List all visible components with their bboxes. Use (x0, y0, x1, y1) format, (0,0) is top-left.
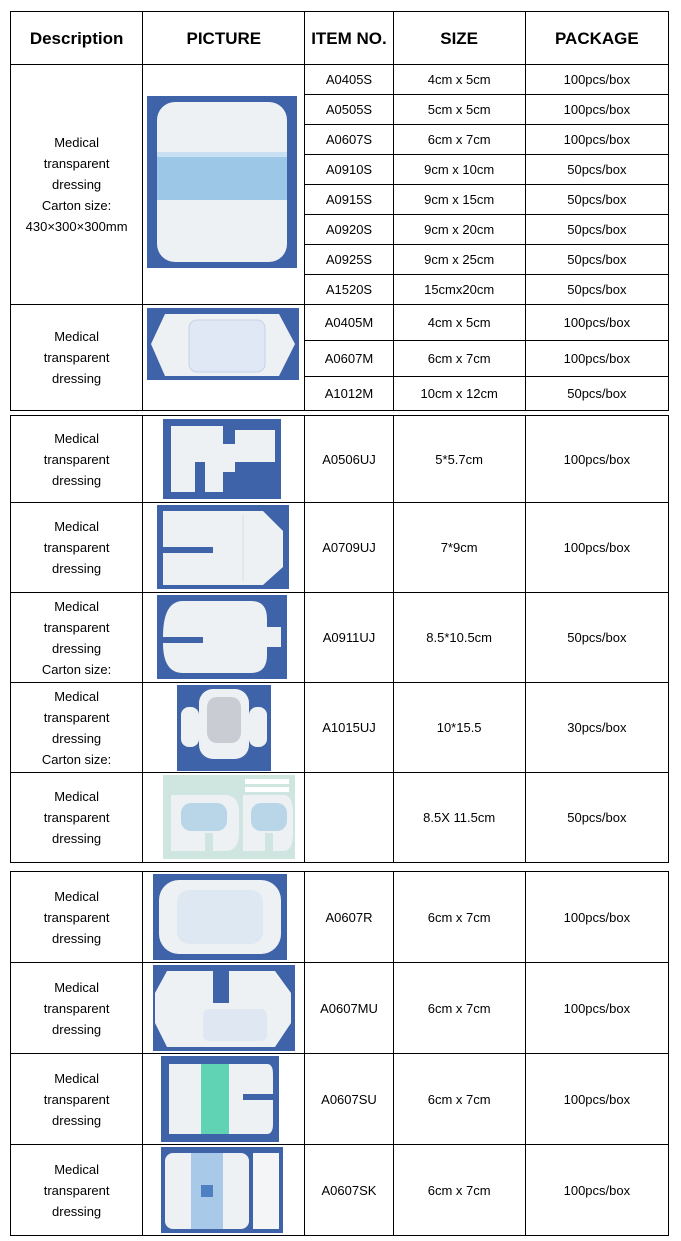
package-cell: 50pcs/box (525, 215, 668, 245)
item-no-cell: A1015UJ (305, 683, 393, 773)
table-row (11, 773, 669, 863)
table-row (11, 963, 669, 1054)
package-cell: 100pcs/box (525, 65, 668, 95)
product-table-1 (10, 11, 669, 411)
product-picture-cell (143, 65, 305, 305)
item-no-cell (305, 773, 393, 863)
item-no-cell: A0405S (305, 65, 393, 95)
item-no-cell: A0607SK (305, 1145, 393, 1236)
size-cell: 6cm x 7cm (393, 1054, 525, 1145)
description-cell: Medical transparent dressing Carton size: 430×300×300mm (11, 65, 143, 305)
item-no-cell: A0505S (305, 95, 393, 125)
description-cell: Medical transparent dressing (11, 503, 143, 593)
product-picture-cell (143, 593, 305, 683)
product-table-2 (10, 415, 669, 863)
item-no-cell: A1012M (305, 377, 393, 411)
product-picture-cell (143, 683, 305, 773)
product-picture-cell (143, 872, 305, 963)
description-cell: Medical transparent dressing (11, 773, 143, 863)
header-description: Description (11, 12, 143, 65)
size-cell: 9cm x 15cm (393, 185, 525, 215)
size-cell: 10*15.5 (393, 683, 525, 773)
size-cell: 5cm x 5cm (393, 95, 525, 125)
table-row (11, 305, 669, 341)
package-cell: 50pcs/box (525, 377, 668, 411)
dressing-u-slit-small-image (143, 416, 305, 502)
table-row (11, 593, 669, 683)
product-table-3 (10, 871, 669, 1236)
header-row (11, 12, 669, 65)
item-no-cell: A0506UJ (305, 416, 393, 503)
item-no-cell: A0925S (305, 245, 393, 275)
package-cell: 100pcs/box (525, 963, 668, 1054)
description-cell: Medical transparent dressing (11, 963, 143, 1054)
header-package: PACKAGE (525, 12, 668, 65)
package-cell: 100pcs/box (525, 125, 668, 155)
package-cell: 100pcs/box (525, 872, 668, 963)
package-cell: 100pcs/box (525, 1145, 668, 1236)
size-cell: 4cm x 5cm (393, 65, 525, 95)
package-cell: 100pcs/box (525, 503, 668, 593)
size-cell: 6cm x 7cm (393, 963, 525, 1054)
item-no-cell: A0607SU (305, 1054, 393, 1145)
description-cell: Medical transparent dressing (11, 872, 143, 963)
item-no-cell: A0607M (305, 341, 393, 377)
table-row (11, 416, 669, 503)
size-cell: 4cm x 5cm (393, 305, 525, 341)
item-no-cell: A0920S (305, 215, 393, 245)
item-no-cell: A0915S (305, 185, 393, 215)
size-cell: 7*9cm (393, 503, 525, 593)
description-cell: Medical transparent dressing (11, 1054, 143, 1145)
package-cell: 50pcs/box (525, 155, 668, 185)
description-cell: Medical transparent dressing (11, 416, 143, 503)
product-picture-cell (143, 416, 305, 503)
package-cell: 30pcs/box (525, 683, 668, 773)
header-item-no: ITEM NO. (305, 12, 393, 65)
size-cell: 8.5X 11.5cm (393, 773, 525, 863)
dressing-oval-slit-image (143, 593, 305, 682)
size-cell: 9cm x 20cm (393, 215, 525, 245)
dressing-slit-tab-image (143, 503, 305, 592)
header-picture: PICTURE (143, 12, 305, 65)
item-no-cell: A0607MU (305, 963, 393, 1054)
description-cell: Medical transparent dressing Carton size: (11, 683, 143, 773)
table-row (11, 503, 669, 593)
table-row (11, 1145, 669, 1236)
item-no-cell: A0709UJ (305, 503, 393, 593)
product-picture-cell (143, 1145, 305, 1236)
product-picture-cell (143, 503, 305, 593)
package-cell: 50pcs/box (525, 185, 668, 215)
size-cell: 10cm x 12cm (393, 377, 525, 411)
package-cell: 50pcs/box (525, 773, 668, 863)
size-cell: 6cm x 7cm (393, 1145, 525, 1236)
size-cell: 5*5.7cm (393, 416, 525, 503)
table-row (11, 65, 669, 95)
package-cell: 100pcs/box (525, 341, 668, 377)
dressing-keyhole-image (143, 1145, 305, 1235)
dressing-winged-iv-image (143, 683, 305, 772)
dressing-pair-image (143, 773, 305, 862)
item-no-cell: A0607S (305, 125, 393, 155)
description-cell: Medical transparent dressing Carton size: (11, 593, 143, 683)
package-cell: 50pcs/box (525, 275, 668, 305)
table-row (11, 1054, 669, 1145)
item-no-cell: A0607R (305, 872, 393, 963)
package-cell: 100pcs/box (525, 1054, 668, 1145)
description-cell: Medical transparent dressing (11, 1145, 143, 1236)
package-cell: 100pcs/box (525, 95, 668, 125)
item-no-cell: A0405M (305, 305, 393, 341)
size-cell: 9cm x 25cm (393, 245, 525, 275)
dressing-window-frame-image (143, 306, 305, 410)
size-cell: 15cmx20cm (393, 275, 525, 305)
package-cell: 100pcs/box (525, 416, 668, 503)
dressing-u-notch-image (143, 963, 305, 1053)
product-picture-cell (143, 305, 305, 411)
product-picture-cell (143, 963, 305, 1054)
package-cell: 50pcs/box (525, 245, 668, 275)
header-size: SIZE (393, 12, 525, 65)
size-cell: 6cm x 7cm (393, 872, 525, 963)
item-no-cell: A1520S (305, 275, 393, 305)
package-cell: 100pcs/box (525, 305, 668, 341)
product-picture-cell (143, 1054, 305, 1145)
dressing-square-strip-image (143, 66, 305, 304)
package-cell: 50pcs/box (525, 593, 668, 683)
table-row (11, 872, 669, 963)
dressing-rounded-window-image (143, 872, 305, 962)
product-picture-cell (143, 773, 305, 863)
size-cell: 9cm x 10cm (393, 155, 525, 185)
item-no-cell: A0910S (305, 155, 393, 185)
size-cell: 8.5*10.5cm (393, 593, 525, 683)
description-cell: Medical transparent dressing (11, 305, 143, 411)
table-row (11, 683, 669, 773)
size-cell: 6cm x 7cm (393, 125, 525, 155)
dressing-green-strip-image (143, 1054, 305, 1144)
size-cell: 6cm x 7cm (393, 341, 525, 377)
item-no-cell: A0911UJ (305, 593, 393, 683)
